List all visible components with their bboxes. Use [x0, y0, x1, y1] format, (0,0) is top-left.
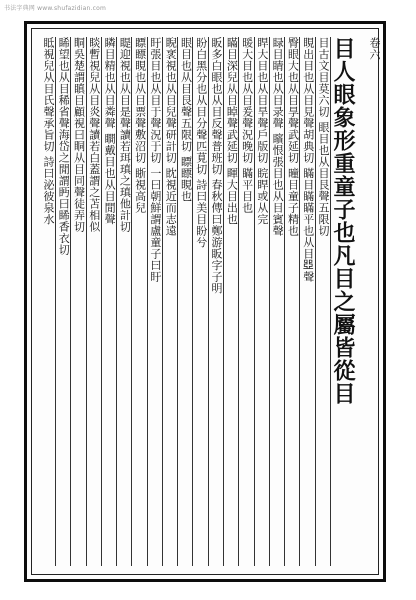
text-column-11: 睨衺視也从目兒聲研計切 眈視近而志遠: [162, 37, 177, 566]
text-column-7: 瞞目深兒从目𥇍聲武延切 睴大目出也: [223, 37, 238, 566]
text-column-14: 睼迎視也从目是聲讀若珥瑱之瑱他計切: [116, 37, 131, 566]
text-column-3: 臀眼大也从目㫗聲武延切 曈目童子精也: [284, 37, 299, 566]
text-column-10: 眼目也从目艮聲五限切 瞟瞟睍也: [177, 37, 192, 566]
text-column-2: 睍出目也从目見聲胡典切 瞞目瞞瞞平也从目𠁁聲: [299, 37, 314, 566]
text-column-18: 睎望也从目稀省聲海岱之閒謂眄曰睎香衣切: [55, 37, 70, 566]
text-column-4: 睩目睛也从目录聲 矉恨張目也从目賓聲: [269, 37, 284, 566]
text-column-17: 眮吳楚謂瞋目顧視曰眮从目同聲徒弄切: [70, 37, 85, 566]
text-column-19: 眡視兒从目氏聲承旨切 詩曰泌彼泉水: [41, 37, 55, 225]
text-column-9: 盼白黑分也从目分聲匹莧切 詩曰美目盼兮: [192, 37, 207, 566]
volume-label: 卷六: [368, 37, 381, 61]
text-column-15: 瞵目精也从目粦聲 瞷戴目也从目閒聲: [101, 37, 116, 566]
text-column-6: 暖大目也从目爰聲況晚切 瞞平目也: [238, 37, 253, 566]
watermark: 书法字典网 www.shufazidian.com: [4, 5, 106, 12]
text-column-12: 盱張目也从目于聲況于切 一曰朝鮮謂盧童子曰盱: [147, 37, 162, 566]
text-column-16: 睒暫視兒从目炎聲讀若白蓋謂之苫相似: [86, 37, 101, 566]
inner-border: [31, 28, 379, 575]
text-column-13: 瞟瞟睍也从目票聲敷沼切 䀿視高兒: [131, 37, 146, 566]
text-column-8: 眅多白眼也从目反聲普班切 春秋傳曰鄭游眅字子明: [208, 37, 223, 566]
text-column-1: 目古文目莫六切 眼目也从目艮聲五限切: [315, 37, 330, 566]
book-page-frame: [24, 21, 386, 582]
text-column-5: 睅大目也从目旱聲戶版切 睆睅或从完: [254, 37, 269, 566]
header-column: 目人眼象形重童子也凡目之屬皆從目: [330, 37, 356, 566]
text-columns: [40, 37, 356, 566]
